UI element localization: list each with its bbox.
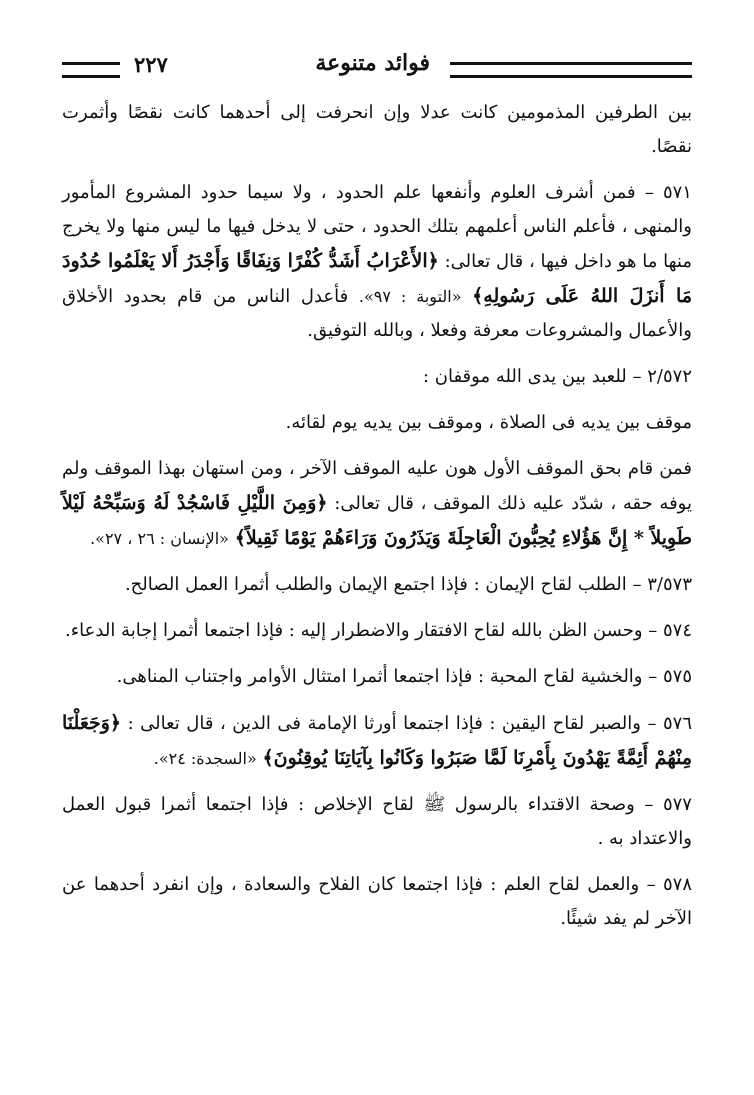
paragraph-text-continued: فأعدل الناس من قام بحدود الأخلاق والأعمال والمشروعات معرفة وفعلا ، وبالله التوفيق. (62, 286, 692, 341)
verse-citation: «الإنسان : ٢٦ ، ٢٧». (90, 529, 229, 548)
paragraph-text: للعبد بين يدى الله موقفان : (422, 366, 627, 387)
paragraph (62, 406, 692, 440)
paragraph-576 (62, 706, 692, 776)
paragraph-number: ٥٧٨ – (646, 874, 692, 895)
quran-verse: ﴿وَمِنَ اللَّيْلِ فَاسْجُدْ لَهُ وَسَبِّحْهُ لَيْلاً طَوِيلاً * إِنَّ هَؤُلاءِ يُحِبُّونَ الْعَاجِلَةَ وَيَذَرُونَ وَرَاءَهُمْ يَوْمًا ثَقِيلاً﴾ (62, 492, 692, 549)
paragraph-text: والصبر لقاح اليقين : فإذا اجتمعا أورثا الإمامة فى الدين ، قال تعالى : (127, 713, 641, 734)
paragraph-number: ٥٧٦ – (647, 713, 692, 734)
running-title: فوائد متنوعة (315, 50, 430, 76)
paragraph-text: بين الطرفين المذمومين كانت عدلا وإن انحرفت إلى أحدهما كانت نقصًا وأثمرت نقصًا. (62, 102, 692, 157)
quran-verse: ﴿الأَعْرَابُ أَشَدُّ كُفْرًا وَنِفَاقًا وَأَجْدَرُ أَلا يَعْلَمُوا حُدُودَ مَا أَنزَلَ اللهُ عَلَى رَسُولِهِ﴾ (62, 250, 693, 307)
paragraph-number: ٢/٥٧٢ – (632, 366, 692, 387)
paragraph-number: ٥٧١ – (644, 182, 692, 203)
page-number: ٢٢٧ (134, 52, 168, 77)
paragraph-572 (62, 360, 692, 394)
paragraph-text: وحسن الظن بالله لقاح الافتقار والاضطرار إليه : فإذا اجتمعا أثمرا إجابة الدعاء. (64, 620, 643, 641)
paragraph-text: فمن قام بحق الموقف الأول هون عليه الموقف الآخر ، ومن استهان بهذا الموقف ولم يوفه حقه ، شدّد عليه ذلك الموقف ، قال تعالى: (62, 458, 692, 514)
paragraph-578 (62, 868, 692, 936)
header-rule-right (450, 62, 692, 78)
paragraph-number: ٥٧٥ – (648, 666, 692, 687)
page-body (62, 96, 692, 936)
paragraph-text: موقف بين يديه فى الصلاة ، وموقف بين يديه يوم لقائه. (285, 412, 692, 433)
paragraph-text: والعمل لقاح العلم : فإذا اجتمعا كان الفلاح والسعادة ، وإن انفرد أحدهما عن الآخر لم يفد شيئًا. (62, 874, 692, 929)
paragraph-text: فمن أشرف العلوم وأنفعها علم الحدود ، ولا سيما حدود المشروع المأمور والمنهى ، فأعلم الناس أعلمهم بتلك الحدود ، حتى لا يدخل فيها ما ليس منها ولا يخرج منها ما هو داخل فيها ، قال تعالى: (62, 182, 692, 272)
quran-verse: ﴿وَجَعَلْنَا مِنْهُمْ أَئِمَّةً يَهْدُونَ بِأَمْرِنَا لَمَّا صَبَرُوا وَكَانُوا بِآيَاتِنَا يُوقِنُونَ﴾ (62, 712, 692, 769)
paragraph-573 (62, 568, 692, 602)
page-header (62, 48, 692, 88)
paragraph-number: ٥٧٧ – (644, 794, 692, 815)
paragraph-text: والخشية لقاح المحبة : فإذا اجتمعا أثمرا امتثال الأوامر واجتناب المناهى. (116, 666, 643, 687)
paragraph-text: وصحة الاقتداء بالرسول ﷺ لقاح الإخلاص : فإذا اجتمعا أثمرا قبول العمل والاعتداد به . (62, 794, 692, 849)
paragraph-number: ٣/٥٧٣ – (632, 574, 692, 595)
header-rule-left (62, 62, 120, 78)
paragraph-text: الطلب لقاح الإيمان : فإذا اجتمع الإيمان والطلب أثمرا العمل الصالح. (124, 574, 627, 595)
paragraph (62, 452, 692, 556)
paragraph-575 (62, 660, 692, 694)
paragraph-577 (62, 788, 692, 856)
paragraph-571 (62, 176, 692, 348)
paragraph-number: ٥٧٤ – (648, 620, 692, 641)
paragraph (62, 96, 692, 164)
verse-citation: «التوبة : ٩٧». (358, 287, 462, 306)
paragraph-574 (62, 614, 692, 648)
verse-citation: «السجدة: ٢٤». (153, 749, 257, 768)
